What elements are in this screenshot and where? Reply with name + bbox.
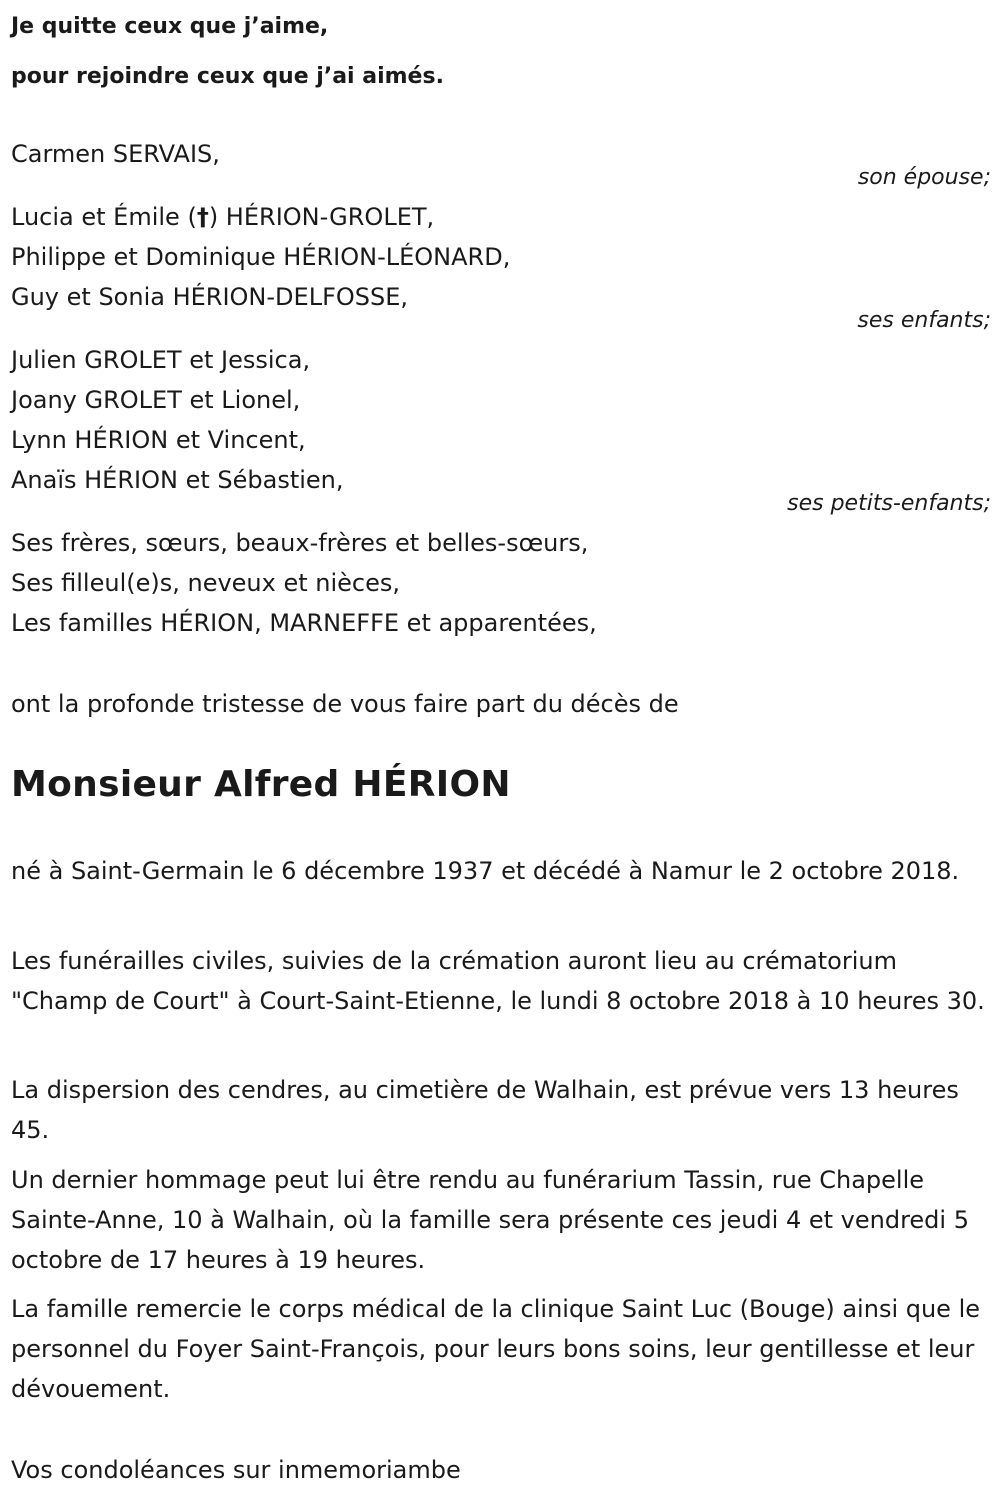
grandchild-name: Julien GROLET et Jessica, <box>11 346 311 374</box>
dispersion-paragraph: La dispersion des cendres, au cimetière de Walhain, est prévue vers 13 heures 45. <box>11 1076 959 1144</box>
children-name-3: Guy et Sonia HÉRION-DELFOSSE, <box>11 283 409 311</box>
grandchild-name: Joany GROLET et Lionel, <box>11 386 301 414</box>
birth-death-paragraph: né à Saint-Germain le 6 décembre 1937 et décédé à Namur le 2 octobre 2018. <box>11 857 960 885</box>
family-line: Ses frères, sœurs, beaux-frères et belles-sœurs, <box>11 529 589 557</box>
tribute-paragraph: Un dernier hommage peut lui être rendu au funérarium Tassin, rue Chapelle Sainte-Anne, 10 à Walhain, où la famille sera présente ces jeudi 4 et vendredi 5 octobre de 17 heures à 19 heures. <box>11 1166 969 1274</box>
family-line: Les familles HÉRION, MARNEFFE et apparentées, <box>11 609 597 637</box>
children-name-1-after: ) HÉRION-GROLET, <box>208 203 435 231</box>
epigraph-line-2: pour rejoindre ceux que j’ai aimés. <box>11 64 444 89</box>
cross-icon: † <box>196 203 209 231</box>
deceased-name: Monsieur Alfred HÉRION <box>11 764 511 805</box>
epigraph-line-1: Je quitte ceux que j’aime, <box>11 14 329 39</box>
children-name-1 <box>11 197 991 237</box>
children-section <box>11 197 991 317</box>
grandchildren-role: ses petits-enfants; <box>787 491 991 516</box>
condolences-text: Vos condoléances sur inmemoriambe <box>11 1456 461 1484</box>
funeral-paragraph: Les funérailles civiles, suivies de la crémation auront lieu au crématorium "Champ de Court" à Court-Saint-Etienne, le lundi 8 octobre 2018 à 10 heures 30. <box>11 947 985 1015</box>
grandchild-name: Anaïs HÉRION et Sébastien, <box>11 466 344 494</box>
children-role: ses enfants; <box>857 308 991 333</box>
spouse-name: Carmen SERVAIS, <box>11 140 220 168</box>
family-section <box>11 523 991 643</box>
thanks-paragraph: La famille remercie le corps médical de la clinique Saint Luc (Bouge) ainsi que le personnel du Foyer Saint-François, pour leurs bons soins, leur gentillesse et leur dévouement. <box>11 1295 981 1403</box>
grandchild-name: Lynn HÉRION et Vincent, <box>11 426 306 454</box>
grandchildren-section <box>11 340 991 500</box>
spouse-role: son épouse; <box>857 165 991 190</box>
family-line: Ses filleul(e)s, neveux et nièces, <box>11 569 401 597</box>
spouse-section <box>11 134 991 174</box>
children-name-1-before: Lucia et Émile ( <box>11 203 197 231</box>
children-name-2: Philippe et Dominique HÉRION-LÉONARD, <box>11 243 511 271</box>
announcement-text: ont la profonde tristesse de vous faire part du décès de <box>11 690 679 718</box>
